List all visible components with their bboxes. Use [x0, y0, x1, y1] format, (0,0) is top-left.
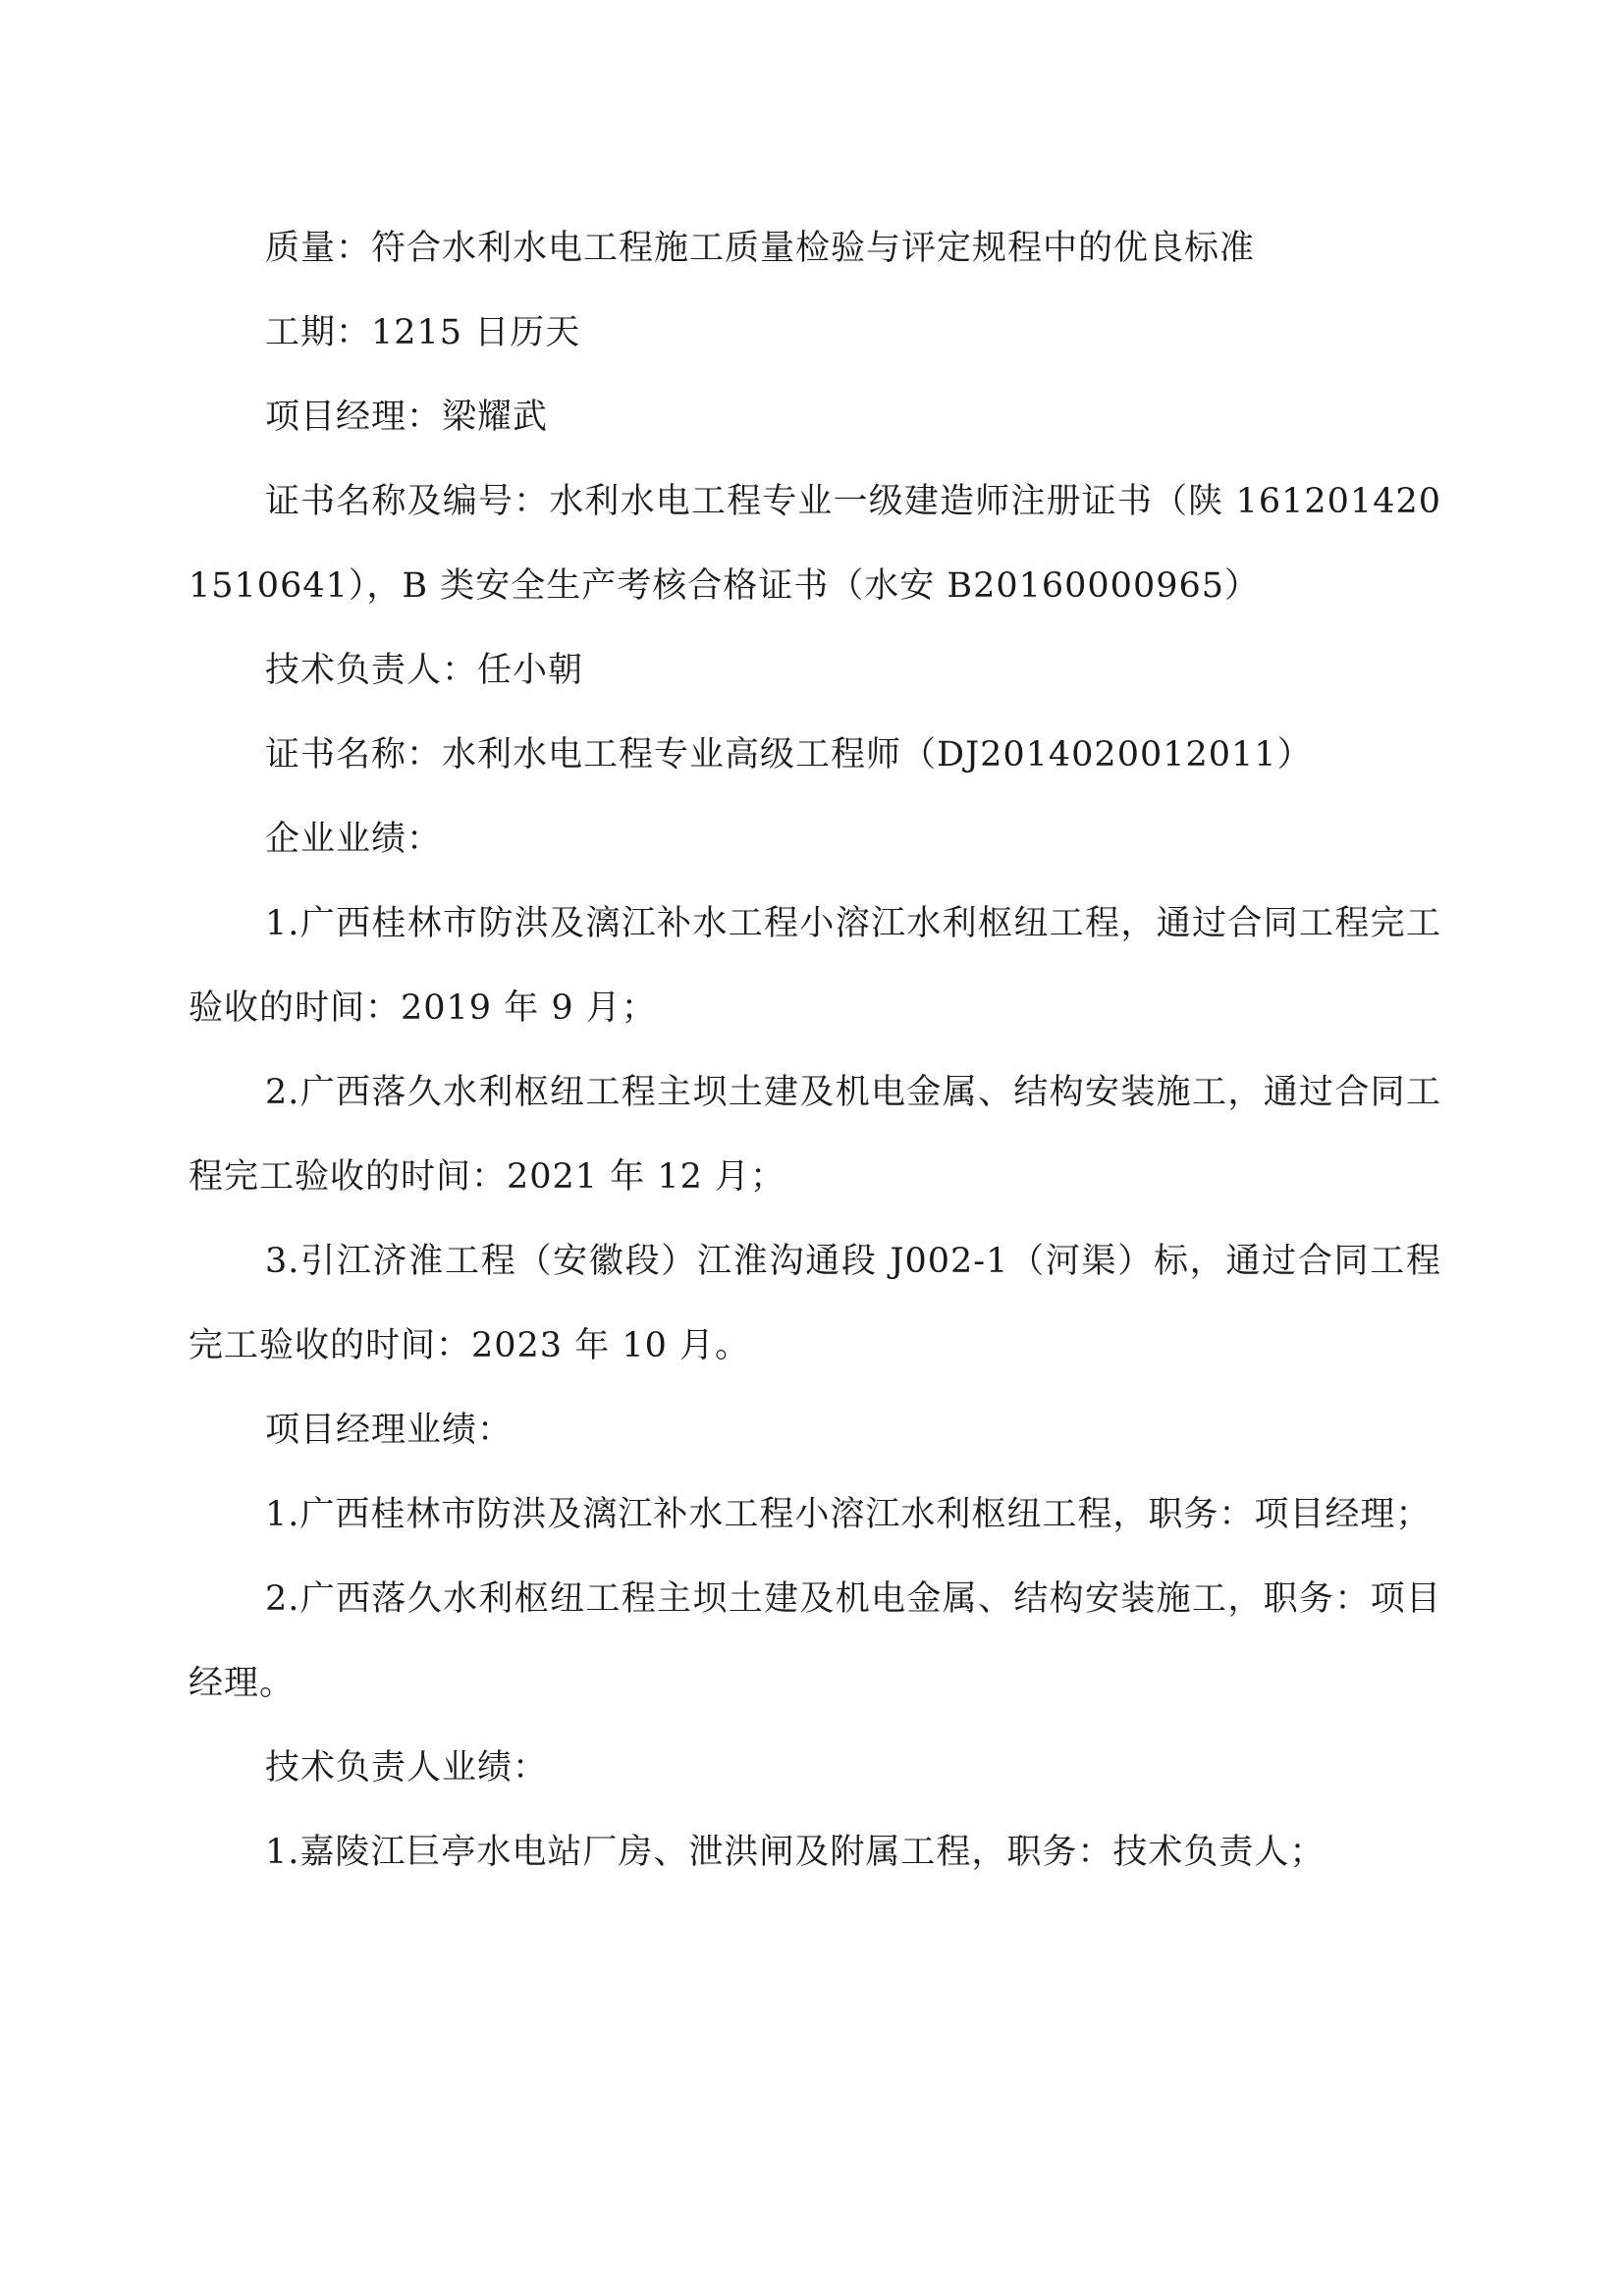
pm-achievement-item: 1.广西桂林市防洪及漓江补水工程小溶江水利枢纽工程，职务：项目经理；: [265, 1495, 1432, 1534]
pm-achievements-heading: 项目经理业绩：: [265, 1411, 514, 1450]
tl-achievements-heading: 技术负责人业绩：: [265, 1748, 549, 1788]
company-achievement-item: 3.引江济淮工程（安徽段）江淮沟通段 J002-1（河渠）标，通过合同工程完工验收的时间：2023 年 10 月。: [189, 1242, 1441, 1365]
technical-lead-line: 技术负责人：任小朝: [265, 651, 584, 690]
tl-achievement-item: 1.嘉陵江巨亭水电站厂房、泄洪闸及附属工程，职务：技术负责人；: [265, 1833, 1326, 1872]
duration-line: 工期：1215 日历天: [265, 313, 581, 352]
pm-achievement-item: 2.广西落久水利枢纽工程主坝土建及机电金属、结构安装施工，职务：项目经理。: [189, 1579, 1441, 1703]
company-achievement-item: 1.广西桂林市防洪及漓江补水工程小溶江水利枢纽工程，通过合同工程完工验收的时间：2019 年 9 月；: [189, 904, 1441, 1028]
tl-certificate-line: 证书名称：水利水电工程专业高级工程师（DJ2014020012011）: [265, 735, 1313, 774]
company-achievements-heading: 企业业绩：: [265, 820, 443, 859]
project-manager-line: 项目经理：梁耀武: [265, 398, 549, 437]
document-body: [189, 206, 1441, 1895]
quality-line: 质量：符合水利水电工程施工质量检验与评定规程中的优良标准: [265, 229, 1256, 268]
pm-certificate-line: 证书名称及编号：水利水电工程专业一级建造师注册证书（陕 1612014201510641），B 类安全生产考核合格证书（水安 B20160000965）: [189, 482, 1441, 606]
company-achievement-item: 2.广西落久水利枢纽工程主坝土建及机电金属、结构安装施工，通过合同工程完工验收的时间：2021 年 12 月；: [189, 1073, 1441, 1197]
